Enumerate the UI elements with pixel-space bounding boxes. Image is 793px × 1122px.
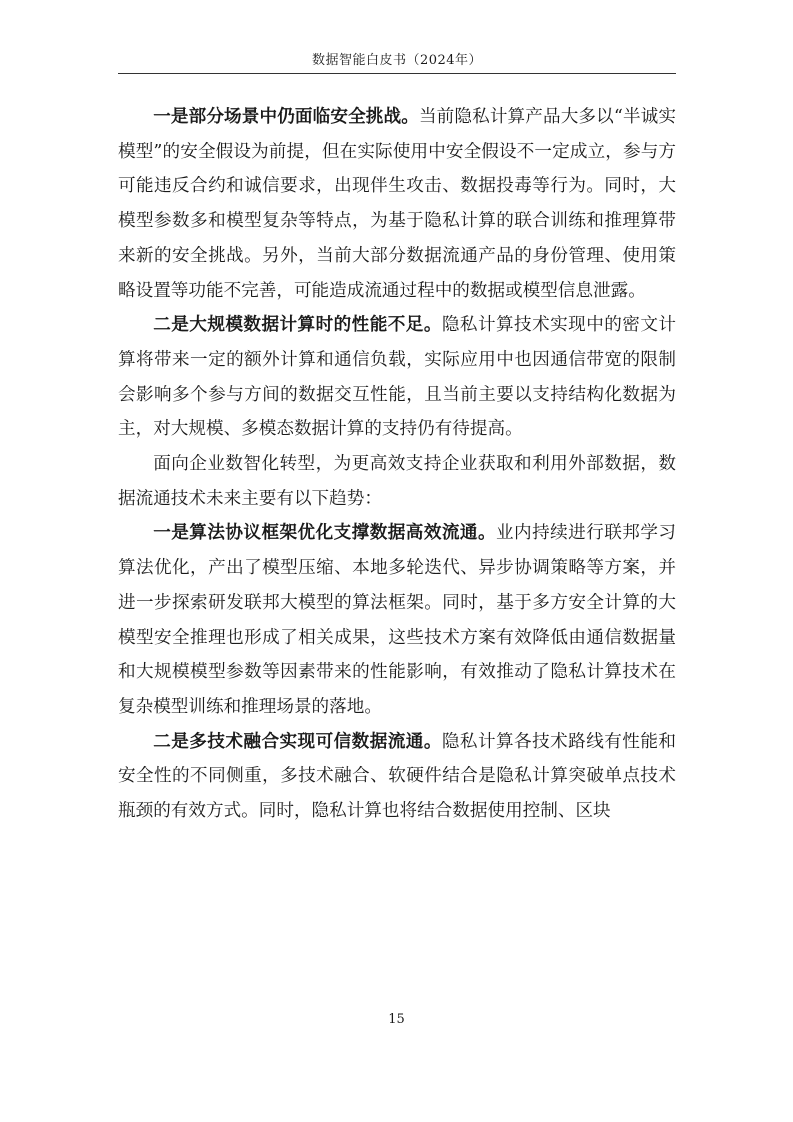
paragraph-text: 当前隐私计算产品大多以“半诚实模型”的安全假设为前提，但在实际使用中安全假设不一定成立，参与方可能违反合约和诚信要求，出现伴生攻击、数据投毒等行为。同时，大模型参数多和模型复杂等特点，为基于隐私计算的联合训练和推理算带来新的安全挑战。另外，当前大部分数据流通产品的身份管理、使用策略设置等功能不完善，可能造成流通过程中的数据或模型信息泄露。 xyxy=(118,107,676,301)
paragraph-lead: 一是部分场景中仍面临安全挑战。 xyxy=(153,107,419,127)
running-header: 数据智能白皮书（2024年） xyxy=(311,53,483,68)
paragraph-text: 业内持续进行联邦学习算法优化，产出了模型压缩、本地多轮迭代、异步协调策略等方案，并进一步探索研发联邦大模型的算法框架。同时，基于多方安全计算的大模型安全推理也形成了相关成果，这些技术方案有效降低由通信数据量和大规模模型参数等因素带来的性能影响，有效推动了隐私计算技术在复杂模型训练和推理场景的落地。 xyxy=(118,523,676,717)
paragraph-lead: 二是大规模数据计算时的性能不足。 xyxy=(153,315,442,336)
body-text xyxy=(118,100,676,829)
paragraph-text: 隐私计算技术实现中的密文计算将带来一定的额外计算和通信负载，实际应用中也因通信带宽的限制会影响多个参与方间的数据交互性能，且当前主要以支持结构化数据为主，对大规模、多模态数据计算的支持仍有待提高。 xyxy=(118,315,676,440)
paragraph-security-challenges xyxy=(118,100,676,308)
header-rule xyxy=(118,73,676,74)
paragraph-trends-intro xyxy=(118,447,676,516)
paragraph-text: 面向企业数智化转型，为更高效支持企业获取和利用外部数据，数据流通技术未来主要有以下趋势： xyxy=(118,454,676,509)
paragraph-algorithm-optimization xyxy=(118,516,676,724)
page-number: 15 xyxy=(388,1012,405,1027)
paragraph-text: 隐私计算各技术路线有性能和安全性的不同侧重，多技术融合、软硬件结合是隐私计算突破单点技术瓶颈的有效方式。同时，隐私计算也将结合数据使用控制、区块 xyxy=(118,731,676,822)
paragraph-lead: 一是算法协议框架优化支撑数据高效流通。 xyxy=(153,523,496,544)
paragraph-multi-tech-fusion xyxy=(118,725,676,829)
paragraph-performance-shortage xyxy=(118,308,676,447)
paragraph-lead: 二是多技术融合实现可信数据流通。 xyxy=(153,731,442,752)
